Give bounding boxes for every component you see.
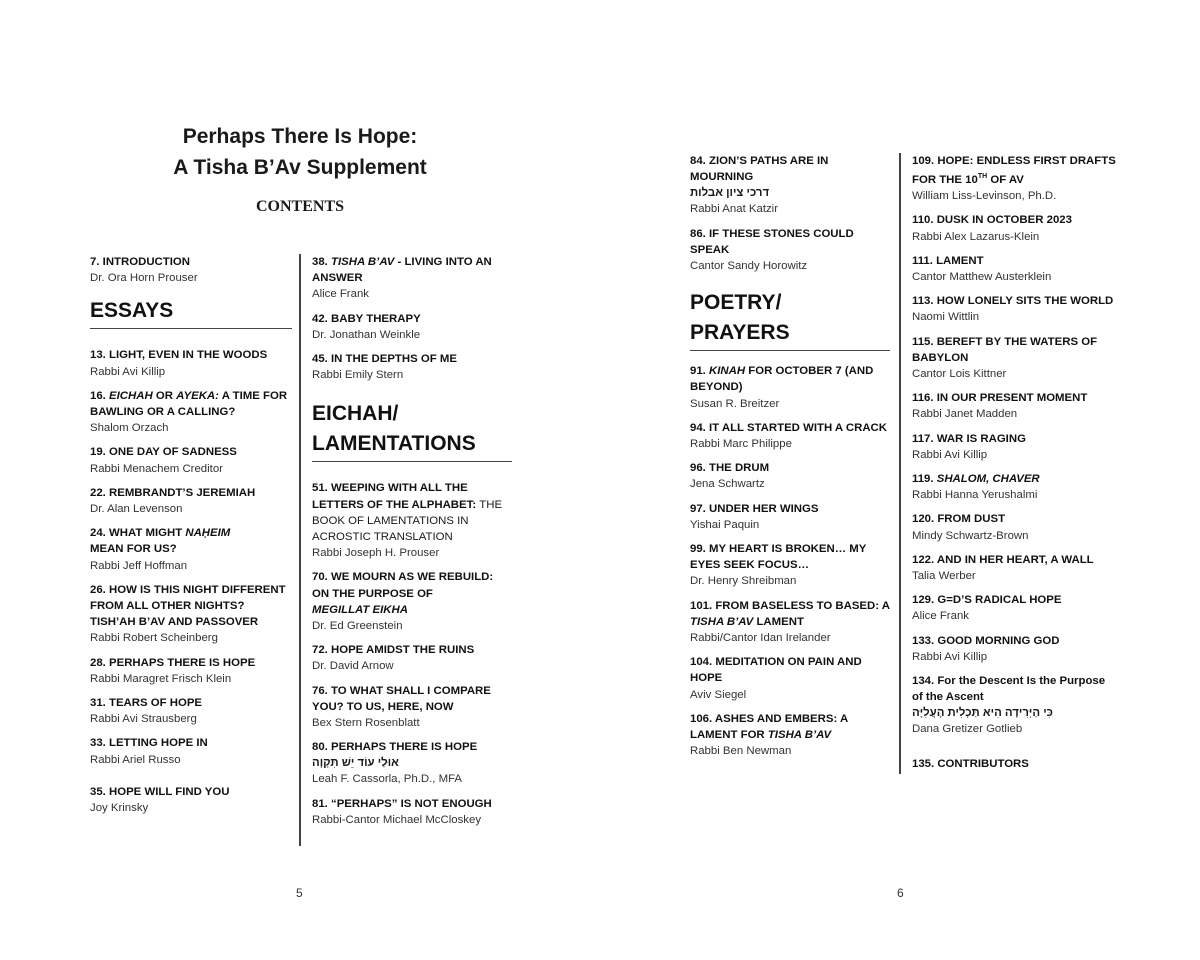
toc-entry[interactable]: 106. ASHES AND EMBERS: A LAMENT FOR TISHA B’AV Rabbi Ben Newman — [690, 712, 848, 758]
toc-entry[interactable]: 113. HOW LONELY SITS THE WORLD Naomi Wittlin — [912, 295, 1114, 324]
toc-entry[interactable]: 116. IN OUR PRESENT MOMENT Rabbi Janet Madden — [912, 392, 1088, 421]
toc-entry[interactable]: 42. BABY THERAPY Dr. Jonathan Weinkle — [312, 312, 421, 341]
toc-entry[interactable]: 13. LIGHT, EVEN IN THE WOODS Rabbi Avi Killip — [90, 349, 268, 378]
toc-entry[interactable]: 33. LETTING HOPE IN Rabbi Ariel Russo — [90, 737, 208, 766]
toc-entry[interactable]: 16. EICHAH OR AYEKA: A TIME FOR BAWLING OR A CALLING? Shalom Orzach — [90, 389, 288, 435]
toc-entry[interactable]: 70. WE MOURN AS WE REBUILD: ON THE PURPOSE OF MEGILLAT EIKHA Dr. Ed Greenstein — [312, 571, 494, 633]
title-line-1: Perhaps There Is Hope: — [182, 125, 418, 148]
toc-entry[interactable]: 24. WHAT MIGHT NAḤEIM MEAN FOR US? Rabbi Jeff Hoffman — [90, 527, 231, 572]
book-title — [150, 121, 450, 183]
toc-entry[interactable]: 38. TISHA B’AV - LIVING INTO AN ANSWER Alice Frank — [312, 256, 492, 301]
section-heading-poetry: POETRY/ PRAYERS — [690, 288, 890, 351]
toc-entry-contributors[interactable]: 135. CONTRIBUTORS — [912, 757, 1029, 770]
column-divider-left — [299, 254, 301, 846]
toc-entry[interactable]: 80. PERHAPS THERE IS HOPE אוּלַי עוֹד יֵשׁ תִּקְוָה Leah F. Cassorla, Ph.D., MFA — [312, 739, 512, 787]
toc-entry-intro[interactable]: 7. INTRODUCTION Dr. Ora Horn Prouser — [90, 256, 198, 285]
right-column-2 — [912, 153, 1118, 780]
toc-entry[interactable]: 45. IN THE DEPTHS OF ME Rabbi Emily Stern — [312, 353, 457, 382]
toc-entry[interactable]: 51. WEEPING WITH ALL THE LETTERS OF THE ALPHABET: THE BOOK OF LAMENTATIONS IN ACROSTIC TRANSLATION Rabbi Joseph H. Prouser — [312, 482, 503, 560]
title-line-2: A Tisha B’Av Supplement — [173, 156, 427, 179]
toc-entry[interactable]: 28. PERHAPS THERE IS HOPE Rabbi Maragret Frisch Klein — [90, 656, 256, 685]
toc-entry[interactable]: 35. HOPE WILL FIND YOU Joy Krinsky — [90, 785, 230, 815]
toc-entry[interactable]: 94. IT ALL STARTED WITH A CRACK Rabbi Marc Philippe — [690, 421, 888, 451]
hebrew-title: אוּלַי עוֹד יֵשׁ תִּקְוָה — [312, 757, 399, 770]
toc-entry[interactable]: 104. MEDITATION ON PAIN AND HOPE Aviv Siegel — [690, 656, 862, 701]
toc-entry[interactable]: 22. REMBRANDT’S JEREMIAH Dr. Alan Levenson — [90, 486, 256, 516]
right-column-1 — [690, 153, 890, 767]
toc-entry[interactable]: 31. TEARS OF HOPE Rabbi Avi Strausberg — [90, 697, 203, 726]
column-divider-right — [899, 153, 901, 774]
contents-heading: CONTENTS — [255, 198, 345, 215]
toc-entry[interactable]: 97. UNDER HER WINGS Yishai Paquin — [690, 502, 819, 531]
toc-entry[interactable]: 99. MY HEART IS BROKEN… MY EYES SEEK FOCUS… Dr. Henry Shreibman — [690, 543, 867, 588]
toc-entry[interactable]: 109. HOPE: ENDLESS FIRST DRAFTS FOR THE 10TH OF AV William Liss-Levinson, Ph.D. — [912, 155, 1116, 203]
toc-entry[interactable]: 72. HOPE AMIDST THE RUINS Dr. David Arnow — [312, 644, 475, 673]
left-column-1 — [90, 254, 292, 824]
hebrew-title: כִּי הַיְּרִידָה הִיא תַּכְלִית הָעֲלִיָּה — [912, 707, 1053, 720]
toc-entry[interactable]: 96. THE DRUM Jena Schwartz — [690, 462, 770, 491]
page-number-right: 6 — [897, 886, 904, 900]
toc-entry[interactable]: 115. BEREFT BY THE WATERS OF BABYLON Cantor Lois Kittner — [912, 335, 1098, 381]
toc-entry[interactable]: 84. ZION’S PATHS ARE IN MOURNING דרכי ציון אבלות Rabbi Anat Katzir — [690, 153, 890, 218]
toc-entry[interactable]: 26. HOW IS THIS NIGHT DIFFERENT FROM ALL OTHER NIGHTS? TISH’AH B’AV AND PASSOVER Rabbi Robert Scheinberg — [90, 583, 286, 645]
section-heading-essays: ESSAYS — [90, 296, 292, 329]
toc-entry[interactable]: 111. LAMENT Cantor Matthew Austerklein — [912, 254, 1052, 284]
toc-entry[interactable]: 19. ONE DAY OF SADNESS Rabbi Menachem Creditor — [90, 446, 237, 475]
toc-entry[interactable]: 119. SHALOM, CHAVER Rabbi Hanna Yerushalmi — [912, 473, 1040, 502]
toc-entry[interactable]: 76. TO WHAT SHALL I COMPARE YOU? TO US, HERE, NOW Bex Stern Rosenblatt — [312, 684, 491, 730]
toc-entry[interactable]: 101. FROM BASELESS TO BASED: A TISHA B’AV LAMENT Rabbi/Cantor Idan Irelander — [690, 599, 890, 645]
toc-entry[interactable]: 86. IF THESE STONES COULD SPEAK Cantor Sandy Horowitz — [690, 227, 854, 273]
toc-entry[interactable]: 134. For the Descent Is the Purpose of the Ascent כִּי הַיְּרִידָה הִיא תַּכְלִית הָעֲלִיָּה Dana Gretizer Gotlieb — [912, 673, 1118, 738]
hebrew-title: דרכי ציון אבלות — [690, 187, 770, 200]
toc-entry[interactable]: 110. DUSK IN OCTOBER 2023 Rabbi Alex Lazarus-Klein — [912, 214, 1072, 243]
toc-entry[interactable]: 120. FROM DUST Mindy Schwartz-Brown — [912, 513, 1029, 542]
toc-entry[interactable]: 129. G=D’S RADICAL HOPE Alice Frank — [912, 594, 1062, 623]
section-heading-eichah: EICHAH/ LAMENTATIONS — [312, 399, 512, 462]
toc-entry[interactable]: 122. AND IN HER HEART, A WALL Talia Werber — [912, 553, 1094, 583]
left-column-2 — [312, 254, 512, 836]
page-number-left: 5 — [296, 886, 303, 900]
toc-entry[interactable]: 91. KINAH FOR OCTOBER 7 (AND BEYOND) Susan R. Breitzer — [690, 365, 874, 410]
toc-entry[interactable]: 81. “PERHAPS” IS NOT ENOUGH Rabbi-Cantor Michael McCloskey — [312, 797, 492, 826]
toc-entry[interactable]: 117. WAR IS RAGING Rabbi Avi Killip — [912, 432, 1026, 461]
toc-entry[interactable]: 133. GOOD MORNING GOD Rabbi Avi Killip — [912, 634, 1060, 663]
